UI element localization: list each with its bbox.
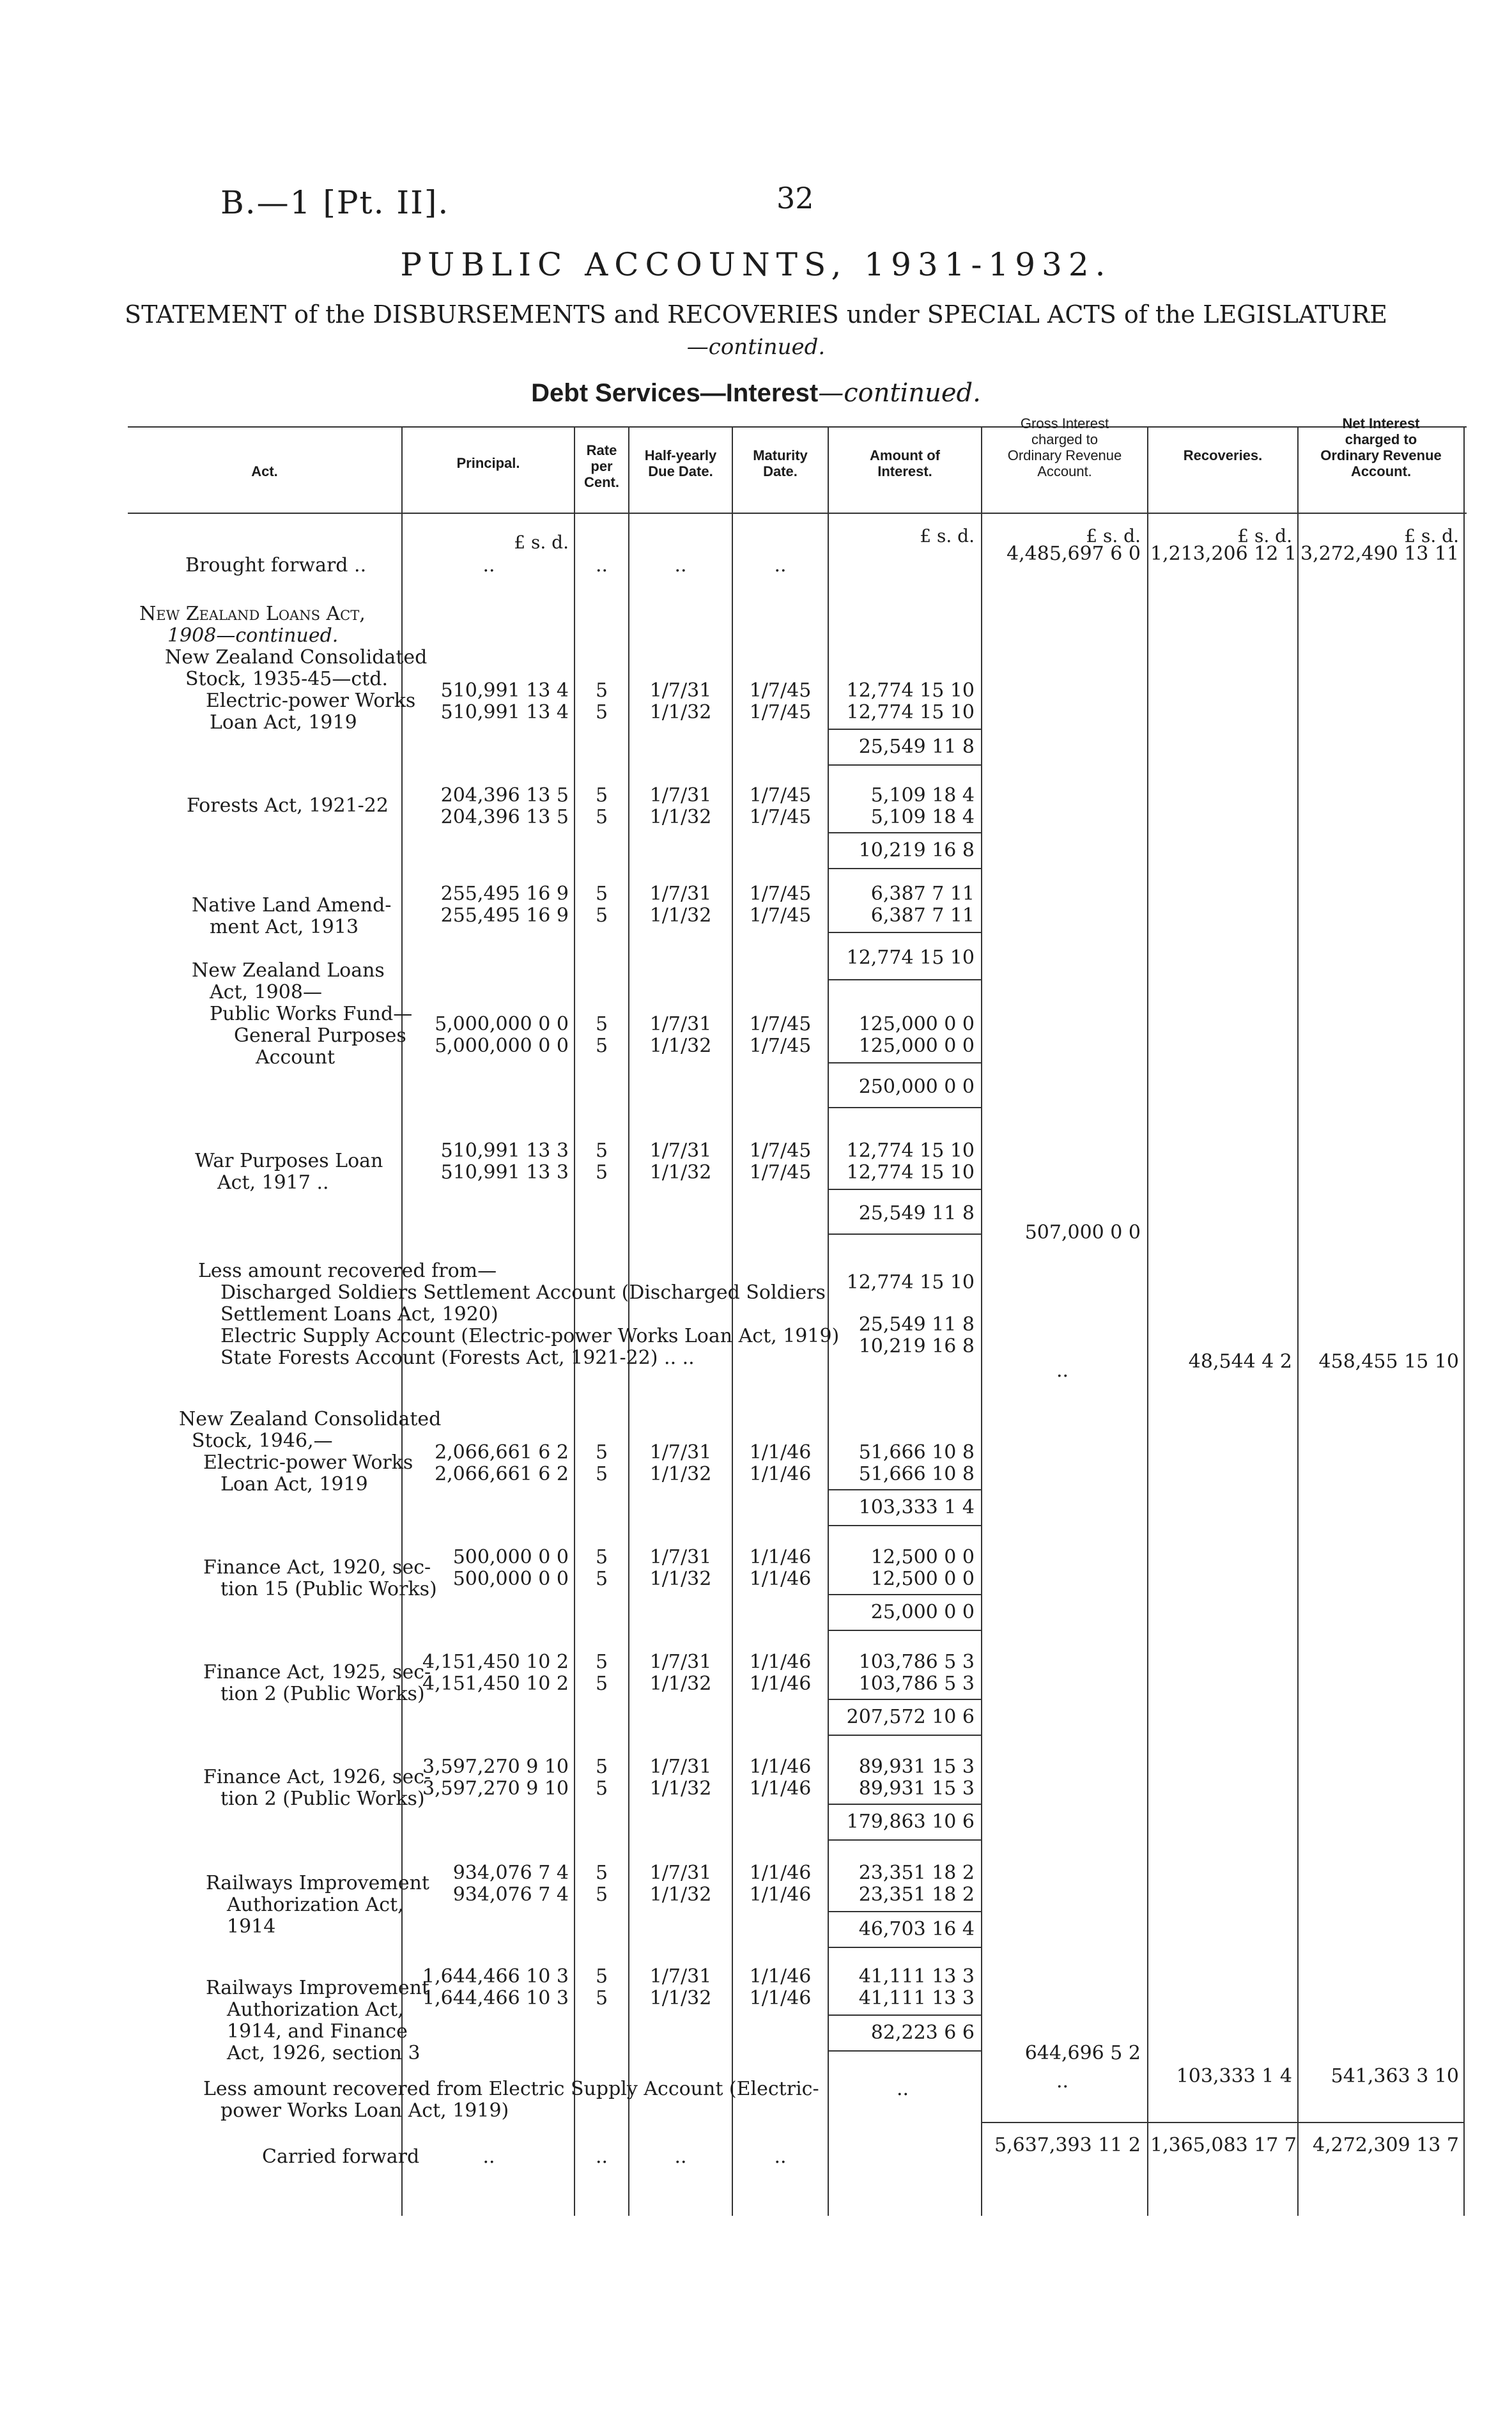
rate: 5 [595, 1035, 608, 1057]
subtotal-rule [829, 1107, 981, 1108]
unit-net: £ s. d. [1404, 525, 1459, 546]
interest-amount: 23,351 18 2 [858, 1883, 975, 1906]
recovery-amount: 12,774 15 10 [846, 1271, 975, 1294]
subtotal-rule [829, 1839, 981, 1841]
interest-amount: 103,786 5 3 [858, 1673, 975, 1695]
maturity-date: 1/7/45 [749, 806, 812, 828]
principal: 934,076 7 4 [452, 1883, 569, 1906]
rate: 5 [595, 1140, 608, 1162]
carried-forward-net: 4,272,309 13 7 [1312, 2134, 1459, 2156]
act-name: ment Act, 1913 [210, 916, 359, 938]
maturity-date: 1/1/46 [749, 1987, 812, 2009]
principal: 2,066,661 6 2 [435, 1463, 569, 1485]
act-name: New Zealand Loans [192, 959, 385, 982]
maturity-date: 1/1/46 [749, 1777, 812, 1800]
subtotal-rule [829, 729, 981, 730]
col-header-rate-line: Cent. [584, 474, 619, 490]
col-header-act: Act. [251, 463, 278, 479]
brought-forward-gross: 4,485,697 6 0 [1007, 543, 1141, 565]
interest-amount: 41,111 13 3 [858, 1987, 975, 2009]
rate: 5 [595, 1463, 608, 1485]
principal: 510,991 13 3 [440, 1140, 569, 1162]
act-name: Authorization Act, [227, 1894, 404, 1916]
due-date: 1/1/32 [649, 701, 712, 723]
rate: 5 [595, 1013, 608, 1035]
principal: 500,000 0 0 [452, 1568, 569, 1590]
col-header-rate [575, 442, 628, 490]
interest-subtotal: 12,774 15 10 [846, 947, 975, 969]
page-number: 32 [776, 181, 814, 215]
gross-interest-total: 507,000 0 0 [1024, 1221, 1141, 1244]
act-name: Finance Act, 1920, sec- [203, 1556, 431, 1579]
document-code: B.—1 [Pt. II]. [220, 184, 450, 221]
act-name: tion 2 (Public Works) [220, 1683, 425, 1705]
subtotal-rule [829, 1947, 981, 1948]
col-header-gross-line: Gross Interest [1020, 415, 1109, 431]
interest-subtotal: 207,572 10 6 [846, 1706, 975, 1728]
due-date: 1/1/32 [649, 1161, 712, 1184]
less-recovered-label: Less amount recovered from Electric Supply Account (Electric- [203, 2078, 819, 2100]
act-name: Loan Act, 1919 [210, 711, 357, 734]
act-name: Railways Improvement [206, 1872, 429, 1894]
recovery-amount: .. [896, 2078, 909, 2100]
act-name: Act, 1917 .. [217, 1171, 329, 1194]
rate: 5 [595, 1862, 608, 1884]
col-header-amount-line: Interest. [877, 463, 932, 479]
section-heading-continued: —continued. [818, 378, 981, 408]
recoveries-total: 48,544 4 2 [1188, 1350, 1292, 1373]
col-header-due-line: Half-yearly [644, 447, 717, 463]
dots: .. [595, 2146, 608, 2168]
act-name: tion 2 (Public Works) [220, 1788, 425, 1810]
rate: 5 [595, 1673, 608, 1695]
group-heading: Stock, 1946,— [192, 1430, 333, 1452]
act-name: Railways Improvement [206, 1977, 429, 1999]
rate: 5 [595, 1883, 608, 1906]
subtotal-rule [829, 1699, 981, 1700]
due-date: 1/1/32 [649, 1673, 712, 1695]
rate: 5 [595, 904, 608, 927]
subtotal-rule [829, 1911, 981, 1912]
less-recovered-label: Less amount recovered from— [198, 1260, 497, 1282]
interest-amount: 23,351 18 2 [858, 1862, 975, 1884]
brought-forward-recoveries: 1,213,206 12 1 [1150, 543, 1297, 565]
interest-amount: 12,500 0 0 [870, 1546, 975, 1568]
col-header-due [629, 447, 732, 479]
dots: .. [595, 554, 608, 576]
interest-amount: 5,109 18 4 [870, 784, 975, 807]
maturity-date: 1/7/45 [749, 1161, 812, 1184]
dots: .. [774, 2146, 787, 2168]
recovery-source: Discharged Soldiers Settlement Account (Discharged Soldiers [220, 1281, 826, 1304]
principal: 1,644,466 10 3 [422, 1965, 569, 1988]
col-header-gross-line: Account. [1037, 463, 1092, 479]
subtotal-rule [829, 868, 981, 869]
interest-amount: 51,666 10 8 [858, 1441, 975, 1464]
maturity-date: 1/1/46 [749, 1546, 812, 1568]
col-header-maturity [733, 447, 828, 479]
interest-subtotal: 25,000 0 0 [870, 1601, 975, 1623]
statement-continued: —continued. [686, 334, 826, 360]
principal: 4,151,450 10 2 [422, 1673, 569, 1695]
act-name: 1914, and Finance [227, 2020, 408, 2043]
subtotal-rule [829, 2050, 981, 2052]
principal: 2,066,661 6 2 [435, 1441, 569, 1464]
rate: 5 [595, 1651, 608, 1673]
interest-amount: 103,786 5 3 [858, 1651, 975, 1673]
gross-dots: .. [1056, 1359, 1069, 1382]
due-date: 1/7/31 [649, 1013, 712, 1035]
rate: 5 [595, 1546, 608, 1568]
group-heading: New Zealand Loans Act, [139, 603, 366, 625]
unit-recoveries: £ s. d. [1237, 525, 1292, 546]
col-header-recoveries: Recoveries. [1183, 447, 1263, 463]
maturity-date: 1/1/46 [749, 1673, 812, 1695]
subtotal-rule [829, 1735, 981, 1736]
due-date: 1/1/32 [649, 1568, 712, 1590]
subtotal-rule [829, 764, 981, 766]
col-header-net-line: Ordinary Revenue [1320, 447, 1442, 463]
interest-amount: 6,387 7 11 [870, 904, 975, 927]
interest-subtotal: 10,219 16 8 [858, 839, 975, 862]
act-name: Finance Act, 1925, sec- [203, 1661, 431, 1683]
group-heading: 1908—continued. [167, 624, 339, 647]
subtotal-rule [829, 1594, 981, 1595]
subtotal-rule [829, 979, 981, 980]
interest-amount: 5,109 18 4 [870, 806, 975, 828]
brought-forward-label: Brought forward .. [185, 554, 367, 576]
rate: 5 [595, 1161, 608, 1184]
interest-amount: 41,111 13 3 [858, 1965, 975, 1988]
carried-forward-gross: 5,637,393 11 2 [994, 2134, 1141, 2156]
due-date: 1/7/31 [649, 1862, 712, 1884]
due-date: 1/7/31 [649, 1546, 712, 1568]
maturity-date: 1/7/45 [749, 701, 812, 723]
subtotal-rule [829, 1804, 981, 1805]
col-header-net-line: Account. [1350, 463, 1412, 479]
interest-amount: 89,931 15 3 [858, 1777, 975, 1800]
interest-amount: 89,931 15 3 [858, 1756, 975, 1778]
col-header-gross [982, 415, 1147, 479]
interest-amount: 12,500 0 0 [870, 1568, 975, 1590]
interest-subtotal: 250,000 0 0 [858, 1076, 975, 1098]
act-name: Public Works Fund— [210, 1003, 413, 1025]
maturity-date: 1/7/45 [749, 1013, 812, 1035]
act-name: tion 15 (Public Works) [220, 1578, 437, 1600]
interest-amount: 12,774 15 10 [846, 679, 975, 702]
due-date: 1/7/31 [649, 1441, 712, 1464]
section-heading [0, 378, 1512, 408]
table-header-rule [128, 513, 1467, 514]
col-header-maturity-line: Date. [763, 463, 798, 479]
act-name: 1914 [227, 1915, 276, 1938]
act-name: Forests Act, 1921-22 [187, 794, 389, 817]
col-header-gross-line: Ordinary Revenue [1007, 447, 1122, 463]
act-name: Electric-power Works [206, 690, 416, 712]
subtotal-rule [829, 1189, 981, 1190]
due-date: 1/1/32 [649, 904, 712, 927]
principal: 204,396 13 5 [440, 784, 569, 807]
principal: 255,495 16 9 [440, 883, 569, 905]
maturity-date: 1/1/46 [749, 1441, 812, 1464]
due-date: 1/1/32 [649, 1035, 712, 1057]
col-header-net [1299, 415, 1463, 479]
due-date: 1/1/32 [649, 806, 712, 828]
act-name: Loan Act, 1919 [220, 1473, 368, 1496]
act-name: Act, 1926, section 3 [227, 2042, 420, 2064]
table-top-rule [128, 426, 1467, 428]
dots: .. [482, 554, 495, 576]
rate: 5 [595, 1987, 608, 2009]
act-name: Electric-power Works [203, 1451, 413, 1474]
subtotal-rule [829, 932, 981, 933]
dots: .. [674, 554, 687, 576]
principal: 510,991 13 4 [440, 679, 569, 702]
col-header-principal: Principal. [456, 455, 520, 471]
act-name: Account [256, 1046, 336, 1069]
interest-amount: 12,774 15 10 [846, 1161, 975, 1184]
subtotal-rule [829, 1489, 981, 1490]
col-header-amount [829, 447, 981, 479]
recovery-amount: 10,219 16 8 [858, 1335, 975, 1357]
maturity-date: 1/1/46 [749, 1568, 812, 1590]
subtotal-rule [829, 1233, 981, 1235]
subtotal-rule [829, 1525, 981, 1526]
maturity-date: 1/1/46 [749, 1463, 812, 1485]
principal: 5,000,000 0 0 [435, 1013, 569, 1035]
rate: 5 [595, 883, 608, 905]
col-rule-gross [981, 426, 982, 2216]
principal: 500,000 0 0 [452, 1546, 569, 1568]
unit-amount: £ s. d. [920, 525, 975, 546]
col-header-gross-line: charged to [1031, 431, 1098, 447]
total-rule [982, 2122, 1463, 2123]
statement-title: STATEMENT of the DISBURSEMENTS and RECOVERIES under SPECIAL ACTS of the LEGISLATURE [125, 300, 1387, 329]
interest-subtotal: 46,703 16 4 [858, 1918, 975, 1940]
col-header-maturity-line: Maturity [753, 447, 808, 463]
principal: 3,597,270 9 10 [422, 1777, 569, 1800]
principal: 5,000,000 0 0 [435, 1035, 569, 1057]
col-header-rate-line: per [590, 458, 613, 474]
maturity-date: 1/7/45 [749, 679, 812, 702]
interest-subtotal: 103,333 1 4 [858, 1496, 975, 1519]
act-name: Authorization Act, [227, 1999, 404, 2021]
maturity-date: 1/7/45 [749, 1035, 812, 1057]
group-heading: Stock, 1935-45—ctd. [185, 668, 388, 690]
maturity-date: 1/7/45 [749, 784, 812, 807]
recovery-source: Settlement Loans Act, 1920) [220, 1303, 498, 1326]
col-header-net-line: charged to [1345, 431, 1417, 447]
rate: 5 [595, 1441, 608, 1464]
dots: .. [674, 2146, 687, 2168]
interest-amount: 12,774 15 10 [846, 1140, 975, 1162]
net-interest-total: 541,363 3 10 [1331, 2065, 1459, 2087]
group-heading: New Zealand Consolidated [165, 646, 428, 669]
rate: 5 [595, 1965, 608, 1988]
interest-amount: 51,666 10 8 [858, 1463, 975, 1485]
rate: 5 [595, 1568, 608, 1590]
interest-amount: 6,387 7 11 [870, 883, 975, 905]
due-date: 1/7/31 [649, 1965, 712, 1988]
maturity-date: 1/1/46 [749, 1862, 812, 1884]
gross-interest-total: 644,696 5 2 [1024, 2042, 1141, 2064]
unit-principal: £ s. d. [514, 532, 569, 553]
maturity-date: 1/1/46 [749, 1651, 812, 1673]
less-recovered-label: power Works Loan Act, 1919) [220, 2099, 509, 2122]
rate: 5 [595, 701, 608, 723]
principal: 934,076 7 4 [452, 1862, 569, 1884]
dots: .. [774, 554, 787, 576]
interest-amount: 12,774 15 10 [846, 701, 975, 723]
due-date: 1/7/31 [649, 1140, 712, 1162]
subtotal-rule [829, 2014, 981, 2016]
carried-forward-label: Carried forward [262, 2146, 420, 2168]
due-date: 1/7/31 [649, 679, 712, 702]
unit-gross: £ s. d. [1086, 525, 1141, 546]
principal: 3,597,270 9 10 [422, 1756, 569, 1778]
brought-forward-net: 3,272,490 13 11 [1300, 543, 1460, 565]
interest-subtotal: 179,863 10 6 [846, 1811, 975, 1833]
principal: 510,991 13 3 [440, 1161, 569, 1184]
col-header-due-line: Due Date. [648, 463, 713, 479]
carried-forward-recoveries: 1,365,083 17 7 [1150, 2134, 1297, 2156]
rate: 5 [595, 784, 608, 807]
principal: 204,396 13 5 [440, 806, 569, 828]
interest-amount: 125,000 0 0 [858, 1013, 975, 1035]
due-date: 1/1/32 [649, 1777, 712, 1800]
interest-amount: 125,000 0 0 [858, 1035, 975, 1057]
maturity-date: 1/7/45 [749, 883, 812, 905]
recovery-source: Electric Supply Account (Electric-power Works Loan Act, 1919) [220, 1325, 840, 1347]
rate: 5 [595, 1777, 608, 1800]
col-rule-recoveries [1147, 426, 1148, 2216]
net-interest-total: 458,455 15 10 [1318, 1350, 1459, 1373]
recoveries-total: 103,333 1 4 [1176, 2065, 1292, 2087]
due-date: 1/1/32 [649, 1987, 712, 2009]
rate: 5 [595, 806, 608, 828]
maturity-date: 1/1/46 [749, 1883, 812, 1906]
interest-subtotal: 25,549 11 8 [858, 736, 975, 758]
gross-dots: .. [1056, 2070, 1069, 2092]
subtotal-rule [829, 1630, 981, 1631]
dots: .. [482, 2146, 495, 2168]
act-name: Finance Act, 1926, sec- [203, 1766, 431, 1788]
maturity-date: 1/7/45 [749, 1140, 812, 1162]
col-rule-net [1297, 426, 1299, 2216]
col-header-rate-line: Rate [586, 442, 617, 458]
interest-subtotal: 25,549 11 8 [858, 1202, 975, 1225]
act-name: War Purposes Loan [195, 1150, 383, 1172]
due-date: 1/7/31 [649, 883, 712, 905]
col-header-amount-line: Amount of [870, 447, 940, 463]
rate: 5 [595, 679, 608, 702]
principal: 255,495 16 9 [440, 904, 569, 927]
section-heading-bold: Debt Services—Interest [531, 379, 819, 407]
group-heading: New Zealand Consolidated [179, 1408, 442, 1430]
principal: 4,151,450 10 2 [422, 1651, 569, 1673]
col-header-net-line: Net Interest [1342, 415, 1420, 431]
act-name: Act, 1908— [210, 981, 322, 1003]
due-date: 1/7/31 [649, 1651, 712, 1673]
maturity-date: 1/7/45 [749, 904, 812, 927]
subtotal-rule [829, 832, 981, 833]
col-rule-right [1463, 426, 1465, 2216]
act-name: General Purposes [234, 1025, 406, 1047]
page-title: PUBLIC ACCOUNTS, 1931-1932. [400, 246, 1112, 283]
act-name: Native Land Amend- [192, 894, 392, 916]
due-date: 1/7/31 [649, 1756, 712, 1778]
maturity-date: 1/1/46 [749, 1965, 812, 1988]
principal: 510,991 13 4 [440, 701, 569, 723]
interest-subtotal: 82,223 6 6 [870, 2022, 975, 2044]
rate: 5 [595, 1756, 608, 1778]
recovery-source: State Forests Account (Forests Act, 1921-22) .. .. [220, 1347, 695, 1369]
subtotal-rule [829, 1062, 981, 1063]
due-date: 1/1/32 [649, 1883, 712, 1906]
due-date: 1/7/31 [649, 784, 712, 807]
due-date: 1/1/32 [649, 1463, 712, 1485]
recovery-amount: 25,549 11 8 [858, 1313, 975, 1336]
principal: 1,644,466 10 3 [422, 1987, 569, 2009]
maturity-date: 1/1/46 [749, 1756, 812, 1778]
